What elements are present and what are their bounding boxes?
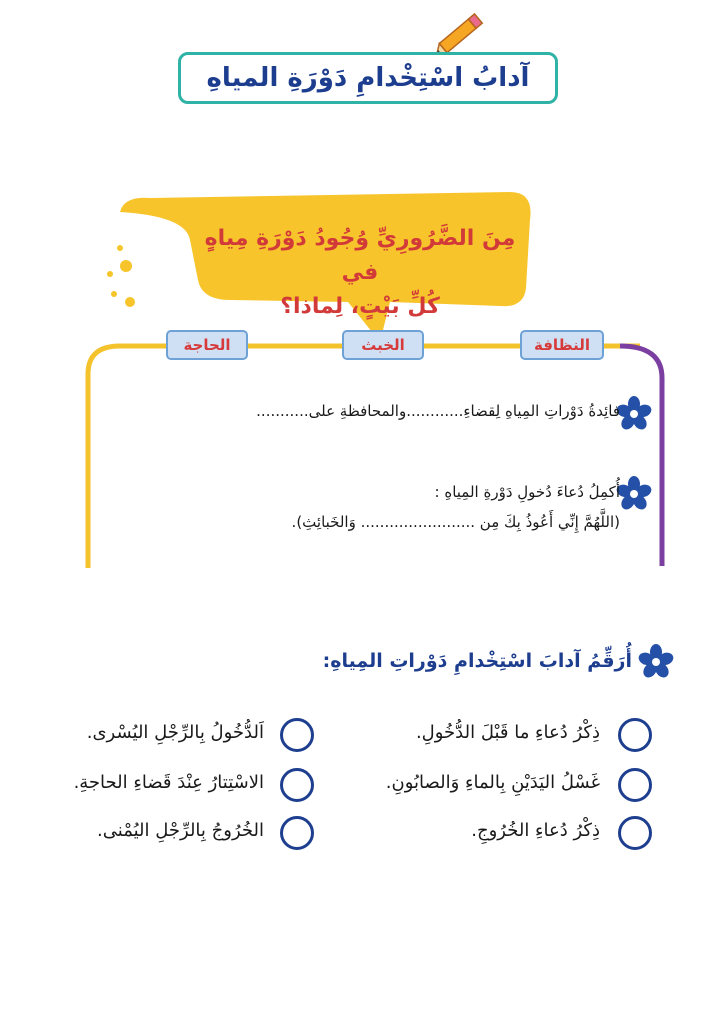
answer-circle[interactable] <box>280 718 314 752</box>
list-item: الاسْتِتارُ عِنْدَ قَضاءِ الحاجةِ. <box>73 772 264 793</box>
question-line-1: مِنَ الضَّرُورِيِّ وُجُودُ دَوْرَةِ مِياهٍ في <box>204 226 516 285</box>
answer-circle[interactable] <box>618 816 652 850</box>
title-box <box>178 52 558 104</box>
flower-icon <box>616 476 652 512</box>
answer-circle[interactable] <box>280 816 314 850</box>
exercise-frame <box>80 338 670 578</box>
exercise-2-line-2: (اللَّهُمَّ إِنِّي أَعُوذُ بِكَ مِن ........................ وَالخَبائِثِ). <box>291 513 620 531</box>
exercise-2-line-1: أُكمِلُ دُعاءَ دُخولِ دَوْرةِ المِياهِ : <box>434 483 620 501</box>
list-item: غَسْلُ اليَدَيْنِ بِالماءِ وَالصابُونِ. <box>385 772 600 793</box>
tag-filth: الخبث <box>342 330 424 360</box>
list-item: اَلدُّخُولُ بِالرِّجْلِ اليُسْرى. <box>86 722 264 743</box>
tag-need: الحاجة <box>166 330 248 360</box>
list-item: ذِكْرُ دُعاءِ الخُرُوجِ. <box>471 820 600 841</box>
answer-circle[interactable] <box>280 768 314 802</box>
flower-icon <box>638 644 674 680</box>
bubble-question <box>200 222 520 324</box>
flower-icon <box>616 396 652 432</box>
exercise-1-text: فائِدةُ دَوْراتِ المِياهِ لِقضاءِ............والمحافظةِ على........... <box>256 402 620 420</box>
answer-circle[interactable] <box>618 718 652 752</box>
list-item: ذِكْرُ دُعاءِ ما قَبْلَ الدُّخُولِ. <box>415 722 600 743</box>
answer-circle[interactable] <box>618 768 652 802</box>
page-title: آدابُ اسْتِخْدامِ دَوْرَةِ المياهِ <box>206 63 530 93</box>
order-heading: أُرَقِّمُ آدابَ اسْتِخْدامِ دَوْراتِ المِياهِ: <box>322 650 632 672</box>
list-item: الخُرُوجُ بِالرِّجْلِ اليُمْنى. <box>97 820 264 841</box>
tag-cleanliness: النظافة <box>520 330 604 360</box>
question-line-2: كُلِّ بَيْتٍ، لِماذا؟ <box>280 294 440 319</box>
